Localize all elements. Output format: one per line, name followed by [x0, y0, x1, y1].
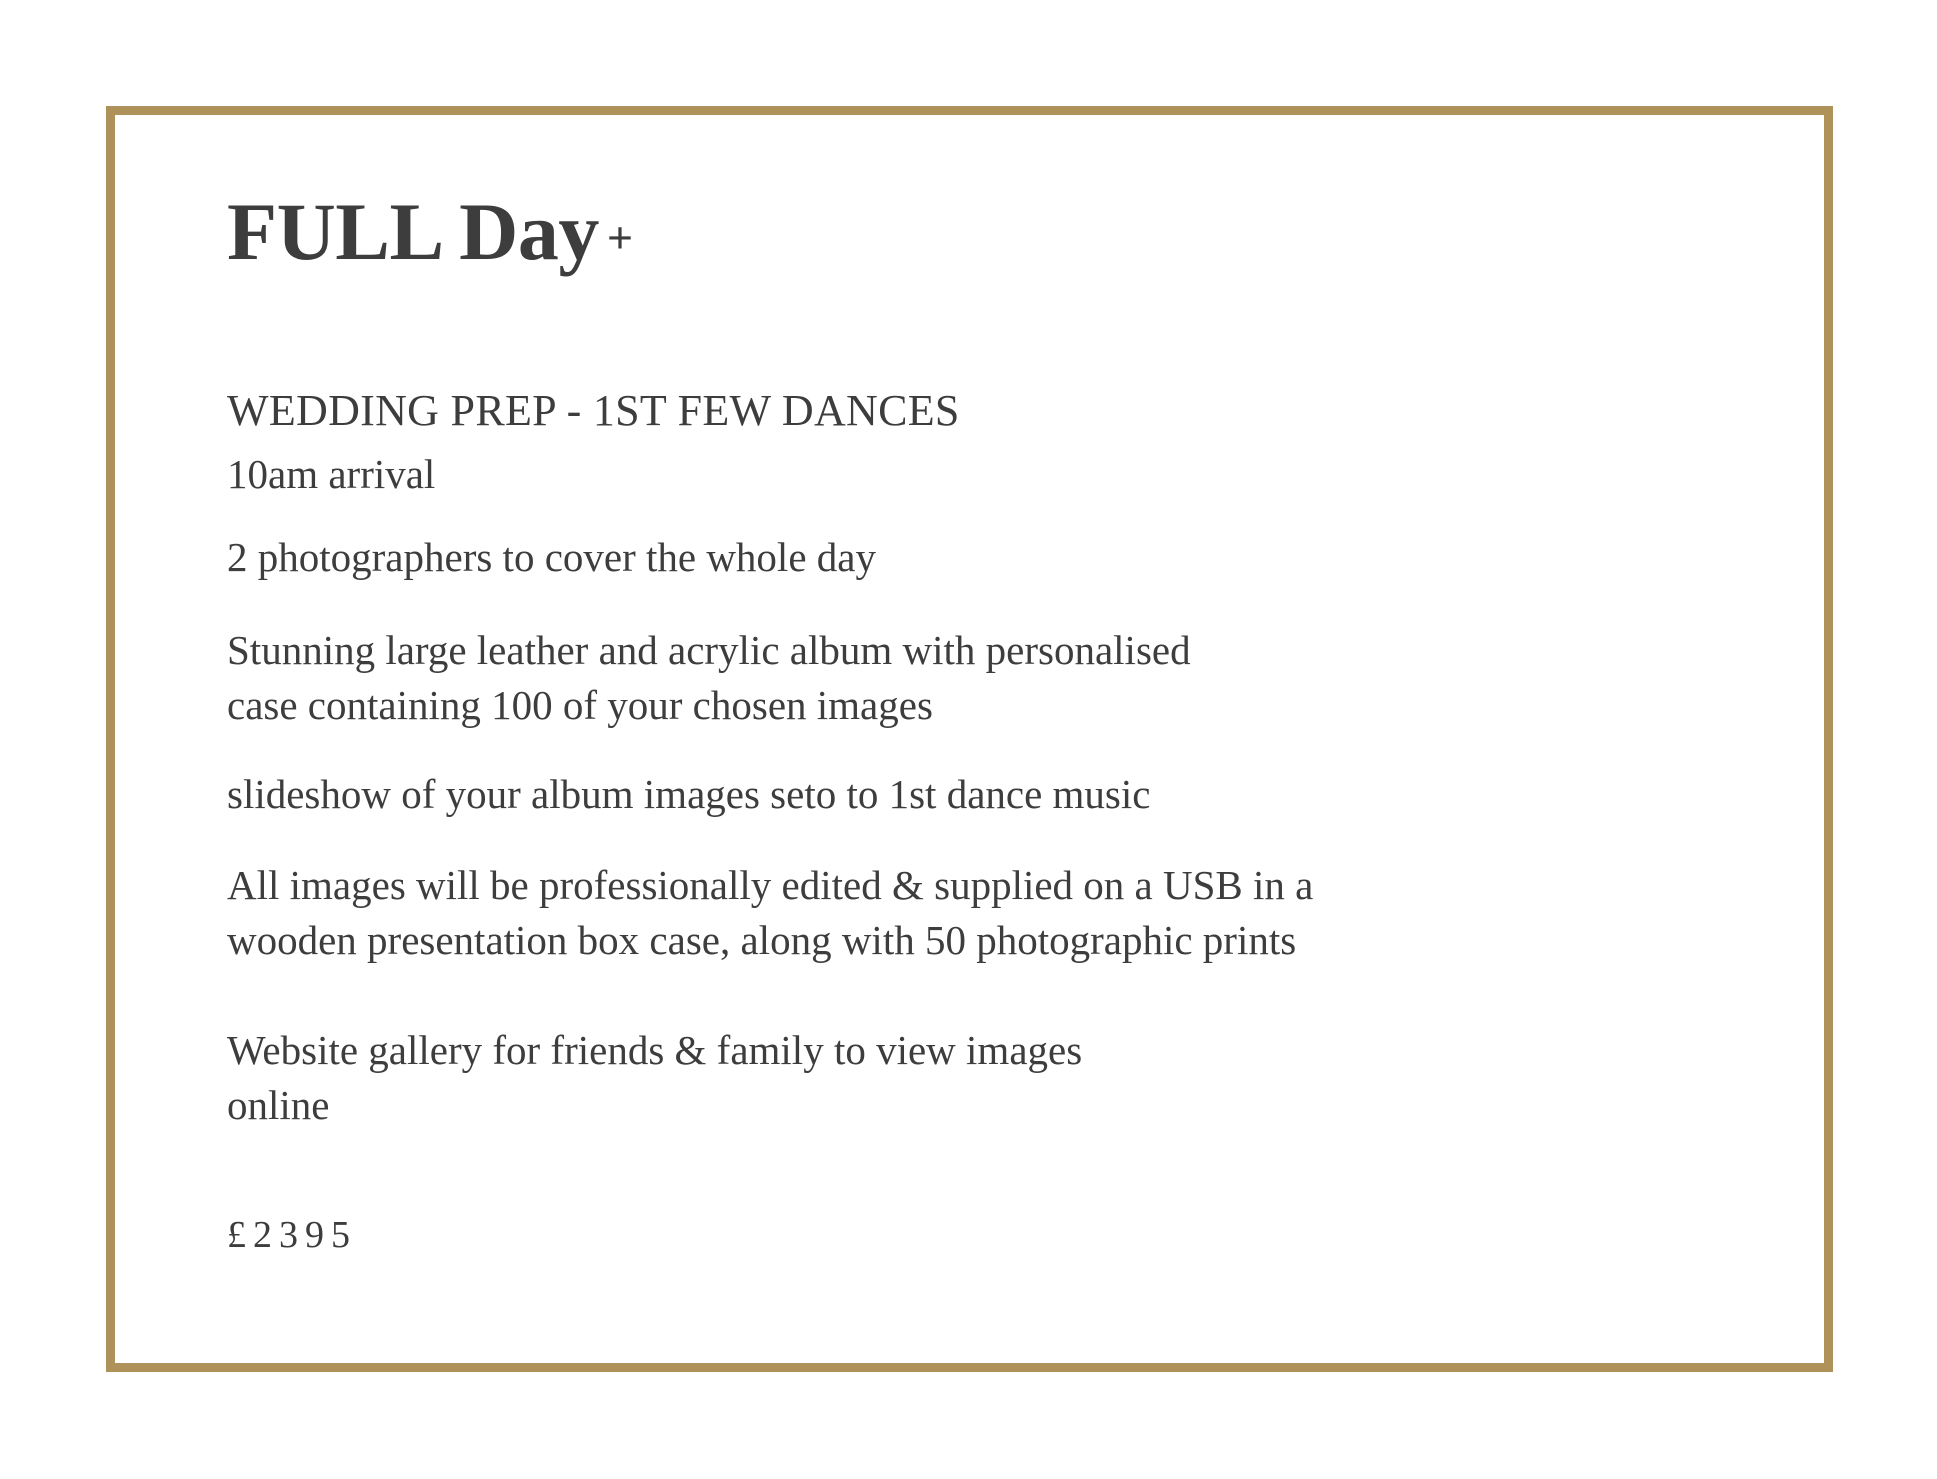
package-title: [227, 182, 633, 288]
feature-slideshow: slideshow of your album images seto to 1st dance music: [227, 771, 1151, 817]
package-title-text: FULL Day: [227, 186, 599, 277]
feature-album-line-2: case containing 100 of your chosen images: [227, 682, 933, 728]
feature-album-line-1: Stunning large leather and acrylic album with personalised: [227, 627, 1191, 673]
feature-photographers: 2 photographers to cover the whole day: [227, 534, 876, 580]
package-card: [106, 106, 1833, 1372]
feature-website-gallery-line-1: Website gallery for friends & family to view images: [227, 1027, 1083, 1073]
arrival-time: 10am arrival: [227, 451, 436, 497]
feature-usb-line-2: wooden presentation box case, along with 50 photographic prints: [227, 917, 1297, 963]
feature-usb-line-1: All images will be professionally edited & supplied on a USB in a: [227, 862, 1314, 908]
package-title-suffix: +: [606, 212, 633, 263]
package-price: £2395: [227, 1214, 357, 1256]
package-subtitle: WEDDING PREP - 1ST FEW DANCES: [227, 386, 960, 435]
feature-website-gallery-line-2: online: [227, 1082, 330, 1128]
